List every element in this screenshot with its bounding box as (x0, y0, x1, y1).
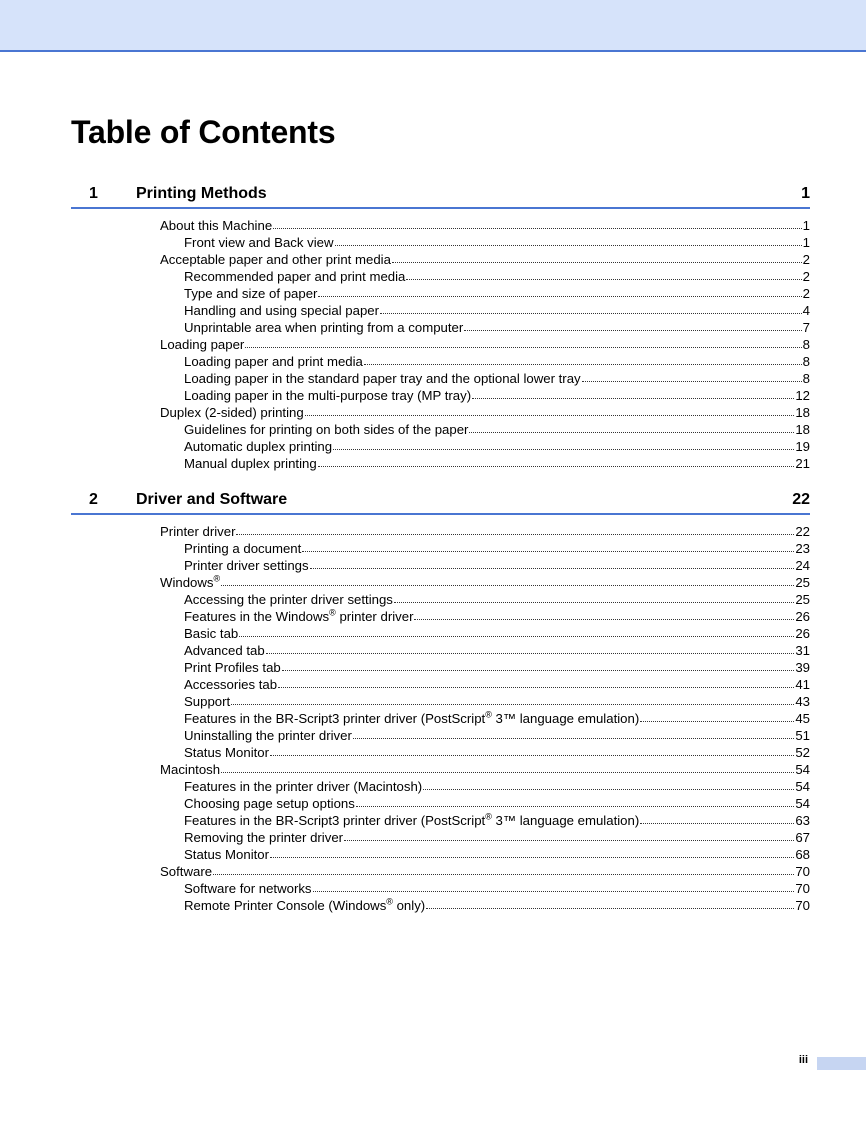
dot-leader (344, 828, 794, 841)
dot-leader (640, 811, 794, 824)
entry-title: Accessories tab (184, 677, 278, 692)
toc-subsection-entry[interactable] (71, 353, 810, 370)
dot-leader (310, 556, 795, 569)
entry-title: Remote Printer Console (Windows® only) (184, 896, 426, 913)
entry-page-number: 26 (795, 609, 810, 624)
entry-title: Loading paper (160, 337, 245, 352)
chapter-heading[interactable] (71, 185, 810, 209)
entry-page-number: 4 (802, 303, 810, 318)
entry-title: Features in the BR-Script3 printer driver (PostScript® 3™ language emulation) (184, 709, 640, 726)
entry-title: Duplex (2-sided) printing (160, 405, 304, 420)
entry-page-number: 41 (795, 677, 810, 692)
toc-subsection-entry[interactable] (71, 591, 810, 608)
chapter-section (71, 491, 810, 914)
entry-title: Support (184, 694, 231, 709)
entry-page-number: 2 (802, 252, 810, 267)
dot-leader (302, 539, 794, 552)
entry-page-number: 31 (795, 643, 810, 658)
dot-leader (305, 403, 795, 416)
entry-title: Status Monitor (184, 847, 270, 862)
footer-band (817, 1057, 866, 1070)
entry-page-number: 2 (802, 286, 810, 301)
entry-title: Basic tab (184, 626, 239, 641)
chapter-page-number: 22 (792, 491, 810, 508)
dot-leader (406, 267, 801, 280)
entry-page-number: 54 (795, 762, 810, 777)
entry-page-number: 70 (795, 864, 810, 879)
toc-subsection-entry[interactable] (71, 302, 810, 319)
toc-section-entry[interactable] (71, 574, 810, 591)
entry-page-number: 45 (795, 711, 810, 726)
toc-subsection-entry[interactable] (71, 455, 810, 472)
toc-subsection-entry[interactable] (71, 710, 810, 727)
entry-title: Removing the printer driver (184, 830, 344, 845)
entry-page-number: 1 (802, 235, 810, 250)
entry-title: Advanced tab (184, 643, 265, 658)
dot-leader (469, 420, 794, 433)
dot-leader (266, 641, 795, 654)
dot-leader (231, 692, 794, 705)
entry-page-number: 22 (795, 524, 810, 539)
dot-leader (236, 522, 794, 535)
entry-title: Loading paper in the standard paper tray and the optional lower tray (184, 371, 581, 386)
entry-page-number: 24 (795, 558, 810, 573)
dot-leader (221, 573, 794, 586)
chapter-section (71, 185, 810, 472)
dot-leader (582, 369, 802, 382)
entry-page-number: 70 (795, 898, 810, 913)
entry-title: Features in the BR-Script3 printer driver (PostScript® 3™ language emulation) (184, 811, 640, 828)
toc-subsection-entry[interactable] (71, 285, 810, 302)
entry-title: Uninstalling the printer driver (184, 728, 352, 743)
entry-title: Recommended paper and print media (184, 269, 406, 284)
entry-title: Guidelines for printing on both sides of the paper (184, 422, 469, 437)
entry-page-number: 43 (795, 694, 810, 709)
toc-entry-list (71, 523, 810, 914)
dot-leader (282, 658, 795, 671)
entry-title: About this Machine (160, 218, 273, 233)
toc-subsection-entry[interactable] (71, 812, 810, 829)
chapter-heading[interactable] (71, 491, 810, 515)
dot-leader (380, 301, 802, 314)
entry-page-number: 70 (795, 881, 810, 896)
dot-leader (353, 726, 794, 739)
dot-leader (278, 675, 794, 688)
toc-subsection-entry[interactable] (71, 642, 810, 659)
dot-leader (640, 709, 794, 722)
entry-page-number: 63 (795, 813, 810, 828)
entry-title: Type and size of paper (184, 286, 318, 301)
chapter-title: Driver and Software (136, 491, 288, 508)
entry-page-number: 8 (802, 337, 810, 352)
entry-page-number: 2 (802, 269, 810, 284)
entry-title: Windows® (160, 573, 221, 590)
dot-leader (426, 896, 794, 909)
entry-title: Handling and using special paper (184, 303, 380, 318)
dot-leader (356, 794, 794, 807)
entry-page-number: 18 (795, 422, 810, 437)
toc-section-entry[interactable] (71, 863, 810, 880)
toc-subsection-entry[interactable] (71, 387, 810, 404)
entry-title: Print Profiles tab (184, 660, 281, 675)
toc-subsection-entry[interactable] (71, 608, 810, 625)
entry-title: Loading paper and print media (184, 354, 363, 369)
entry-title: Automatic duplex printing (184, 439, 333, 454)
toc-subsection-entry[interactable] (71, 659, 810, 676)
toc-subsection-entry[interactable] (71, 421, 810, 438)
toc-section-entry[interactable] (71, 251, 810, 268)
entry-title: Status Monitor (184, 745, 270, 760)
toc-subsection-entry[interactable] (71, 319, 810, 336)
entry-title: Printer driver settings (184, 558, 309, 573)
entry-page-number: 25 (795, 575, 810, 590)
entry-page-number: 12 (795, 388, 810, 403)
page-title: Table of Contents (71, 114, 336, 150)
entry-page-number: 26 (795, 626, 810, 641)
toc-subsection-entry[interactable] (71, 370, 810, 387)
toc-subsection-entry[interactable] (71, 625, 810, 642)
entry-title: Software for networks (184, 881, 312, 896)
dot-leader (270, 743, 794, 756)
entry-title: Software (160, 864, 213, 879)
entry-title: Choosing page setup options (184, 796, 355, 811)
entry-page-number: 1 (802, 218, 810, 233)
entry-page-number: 52 (795, 745, 810, 760)
toc-section-entry[interactable] (71, 217, 810, 234)
entry-page-number: 18 (795, 405, 810, 420)
toc-section-entry[interactable] (71, 761, 810, 778)
entry-title: Loading paper in the multi-purpose tray (MP tray) (184, 388, 472, 403)
entry-page-number: 68 (795, 847, 810, 862)
dot-leader (464, 318, 801, 331)
dot-leader (245, 335, 801, 348)
toc-subsection-entry[interactable] (71, 897, 810, 914)
entry-page-number: 25 (795, 592, 810, 607)
toc-subsection-entry[interactable] (71, 438, 810, 455)
toc-subsection-entry[interactable] (71, 778, 810, 795)
entry-title: Unprintable area when printing from a computer (184, 320, 464, 335)
entry-page-number: 8 (802, 354, 810, 369)
page-number: iii (798, 1054, 808, 1066)
dot-leader (318, 284, 801, 297)
dot-leader (270, 845, 794, 858)
dot-leader (423, 777, 794, 790)
entry-title: Features in the printer driver (Macintosh) (184, 779, 423, 794)
chapter-title: Printing Methods (136, 185, 267, 202)
dot-leader (313, 879, 795, 892)
toc-subsection-entry[interactable] (71, 880, 810, 897)
entry-title: Printing a document (184, 541, 302, 556)
entry-page-number: 21 (795, 456, 810, 471)
chapter-number: 1 (89, 185, 98, 202)
entry-title: Macintosh (160, 762, 221, 777)
entry-page-number: 51 (795, 728, 810, 743)
toc-section-entry[interactable] (71, 404, 810, 421)
toc-subsection-entry[interactable] (71, 234, 810, 251)
dot-leader (239, 624, 794, 637)
entry-title: Accessing the printer driver settings (184, 592, 393, 607)
toc-subsection-entry[interactable] (71, 540, 810, 557)
entry-page-number: 54 (795, 796, 810, 811)
entry-title: Printer driver (160, 524, 236, 539)
toc-subsection-entry[interactable] (71, 795, 810, 812)
dot-leader (394, 590, 794, 603)
entry-page-number: 39 (795, 660, 810, 675)
dot-leader (335, 233, 802, 246)
entry-page-number: 7 (802, 320, 810, 335)
entry-page-number: 23 (795, 541, 810, 556)
entry-page-number: 67 (795, 830, 810, 845)
chapter-number: 2 (89, 491, 98, 508)
toc-subsection-entry[interactable] (71, 846, 810, 863)
toc-section-entry[interactable] (71, 523, 810, 540)
toc-subsection-entry[interactable] (71, 829, 810, 846)
entry-page-number: 8 (802, 371, 810, 386)
dot-leader (472, 386, 794, 399)
toc-subsection-entry[interactable] (71, 676, 810, 693)
header-band (0, 0, 866, 52)
toc-entry-list (71, 217, 810, 472)
entry-title: Manual duplex printing (184, 456, 317, 471)
entry-page-number: 19 (795, 439, 810, 454)
toc-section-entry[interactable] (71, 336, 810, 353)
dot-leader (213, 862, 794, 875)
toc-subsection-entry[interactable] (71, 557, 810, 574)
entry-title: Features in the Windows® printer driver (184, 607, 414, 624)
dot-leader (333, 437, 794, 450)
dot-leader (392, 250, 802, 263)
entry-title: Acceptable paper and other print media (160, 252, 391, 267)
dot-leader (414, 607, 794, 620)
dot-leader (221, 760, 794, 773)
dot-leader (273, 216, 801, 229)
toc-subsection-entry[interactable] (71, 268, 810, 285)
entry-page-number: 54 (795, 779, 810, 794)
toc-subsection-entry[interactable] (71, 727, 810, 744)
dot-leader (364, 352, 802, 365)
toc-subsection-entry[interactable] (71, 744, 810, 761)
toc-subsection-entry[interactable] (71, 693, 810, 710)
entry-title: Front view and Back view (184, 235, 334, 250)
dot-leader (318, 454, 795, 467)
chapter-page-number: 1 (801, 185, 810, 202)
